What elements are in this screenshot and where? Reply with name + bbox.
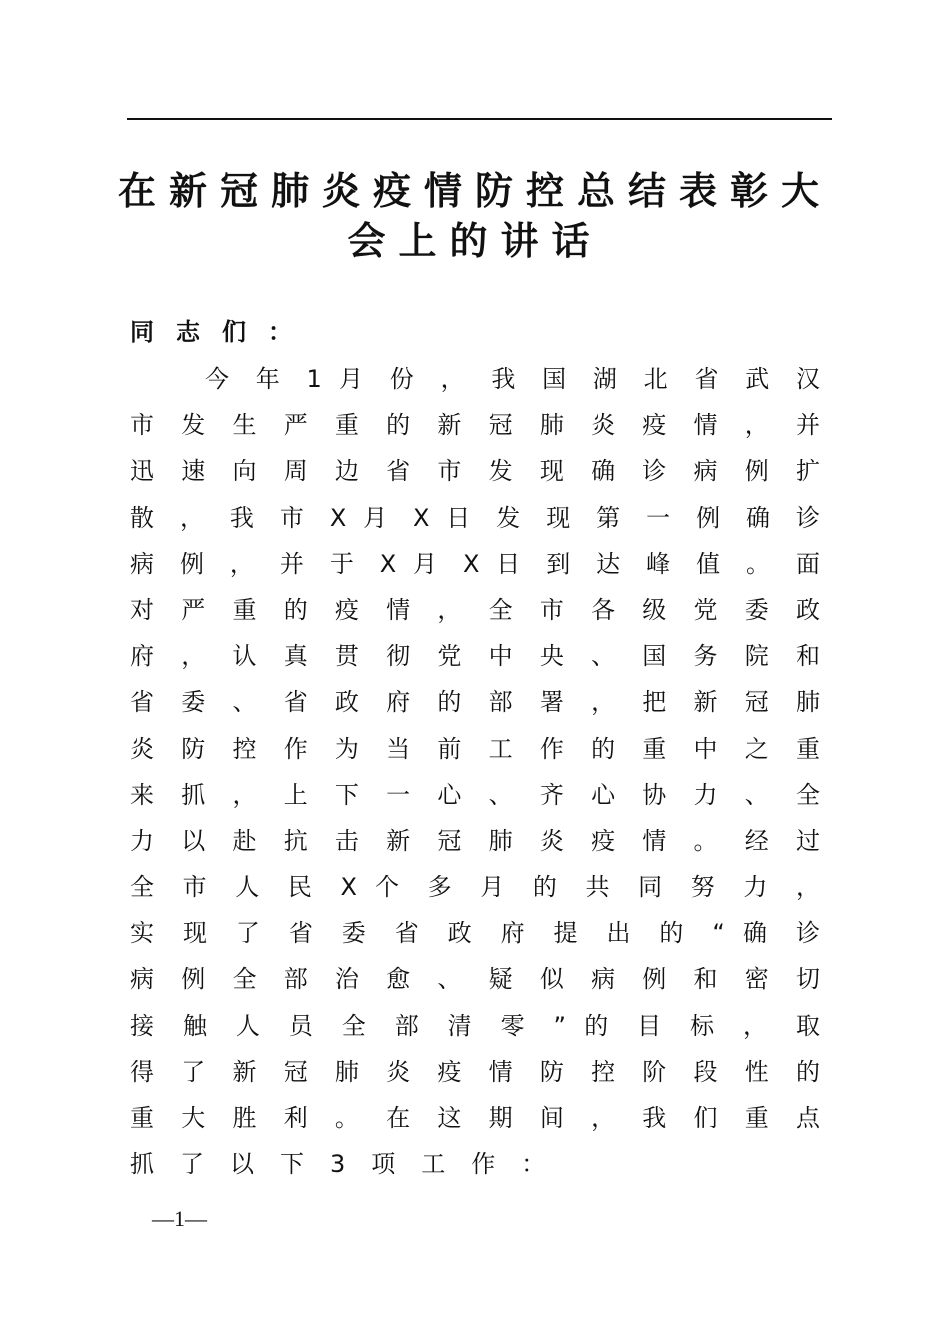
title-line-2: 会上的讲话 xyxy=(347,218,603,263)
paragraph-line: 来 抓 ， 上 下 一 心 、 齐 心 协 力 、 全 xyxy=(130,780,820,809)
paragraph-line: 迅 速 向 周 边 省 市 发 现 确 诊 病 例 扩 xyxy=(130,457,820,486)
paragraph-line: 炎 防 控 作 为 当 前 工 作 的 重 中 之 重 xyxy=(130,734,820,763)
paragraph-line: 病 例 全 部 治 愈 、 疑 似 病 例 和 密 切 xyxy=(130,965,820,994)
paragraph-line: 府 ， 认 真 贯 彻 党 中 央 、 国 务 院 和 xyxy=(130,642,820,671)
paragraph-line: 抓了以下3项工作： xyxy=(130,1150,572,1179)
header-rule xyxy=(127,118,832,120)
paragraph-line: 市 发 生 严 重 的 新 冠 肺 炎 疫 情 ， 并 xyxy=(130,411,820,440)
paragraph-line: 病 例 ， 并 于 X 月 X 日 到 达 峰 值 。 面 xyxy=(130,549,820,578)
paragraph-line: 接 触 人 员 全 部 清 零 ” 的 目 标 ， 取 xyxy=(130,1011,820,1040)
paragraph-line: 今 年 1 月 份 ， 我 国 湖 北 省 武 汉 xyxy=(205,365,820,393)
speech-paragraph xyxy=(130,356,820,1187)
title-line-1: 在新冠肺炎疫情防控总结表彰大 xyxy=(118,168,833,213)
paragraph-line: 重 大 胜 利 。 在 这 期 间 ， 我 们 重 点 xyxy=(130,1104,820,1132)
paragraph-line: 省 委 、 省 政 府 的 部 署 ， 把 新 冠 肺 xyxy=(130,688,820,717)
salutation: 同志们： xyxy=(130,318,314,346)
paragraph-line: 力 以 赴 抗 击 新 冠 肺 炎 疫 情 。 经 过 xyxy=(130,826,820,855)
page-title xyxy=(118,166,832,266)
paragraph-line: 全 市 人 民 X 个 多 月 的 共 同 努 力 ， xyxy=(130,873,820,902)
paragraph-line: 对 严 重 的 疫 情 ， 全 市 各 级 党 委 政 xyxy=(130,595,820,624)
paragraph-line: 得 了 新 冠 肺 炎 疫 情 防 控 阶 段 性 的 xyxy=(130,1057,820,1086)
paragraph-line: 实 现 了 省 委 省 政 府 提 出 的 “ 确 诊 xyxy=(130,919,820,948)
paragraph-line: 散 ， 我 市 X 月 X 日 发 现 第 一 例 确 诊 xyxy=(130,503,820,532)
page-number: —1— xyxy=(152,1206,207,1231)
